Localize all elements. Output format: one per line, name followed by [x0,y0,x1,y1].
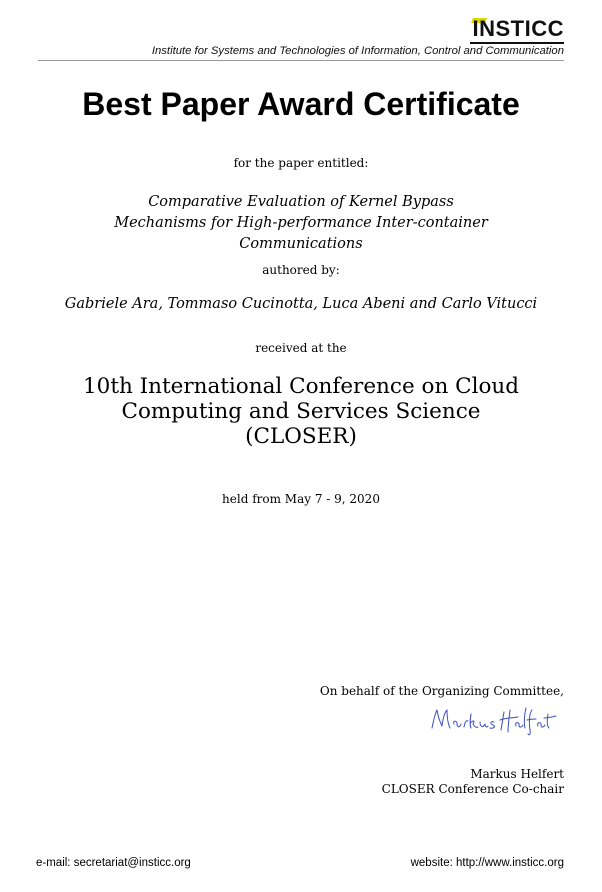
footer-website: website: http://www.insticc.org [410,857,564,869]
received-at-text: received at the [255,341,347,355]
institute-tagline: Institute for Systems and Technologies of Information, Control and Communication [151,45,564,57]
insticc-logo [470,14,564,44]
conference-name [0,374,602,449]
authors-list: Gabriele Ara, Tommaso Cucinotta, Luca Abeni and Carlo Vitucci [64,296,538,312]
conference-name-line: (CLOSER) [245,424,357,449]
paper-title [0,192,602,255]
header-divider [38,60,564,61]
signatory-name: Markus Helfert [470,767,564,781]
footer-email: e-mail: secretariat@insticc.org [36,857,191,869]
logo-underline [470,42,564,44]
signatory-role: CLOSER Conference Co-chair [381,782,564,796]
paper-title-line: Mechanisms for High-performance Inter-container [114,215,488,231]
conference-name-line: 10th International Conference on Cloud [82,374,520,399]
intro-text: for the paper entitled: [233,156,369,170]
conference-name-line: Computing and Services Science [121,399,481,424]
authored-by-text: authored by: [262,263,340,277]
handwritten-signature [428,700,558,740]
paper-title-line: Communications [239,236,363,252]
logo-text: INSTICC [472,16,564,41]
paper-title-line: Comparative Evaluation of Kernel Bypass [148,194,454,210]
held-dates: held from May 7 - 9, 2020 [222,492,380,506]
on-behalf-text: On behalf of the Organizing Committee, [319,684,564,698]
certificate-title: Best Paper Award Certificate [82,86,520,122]
